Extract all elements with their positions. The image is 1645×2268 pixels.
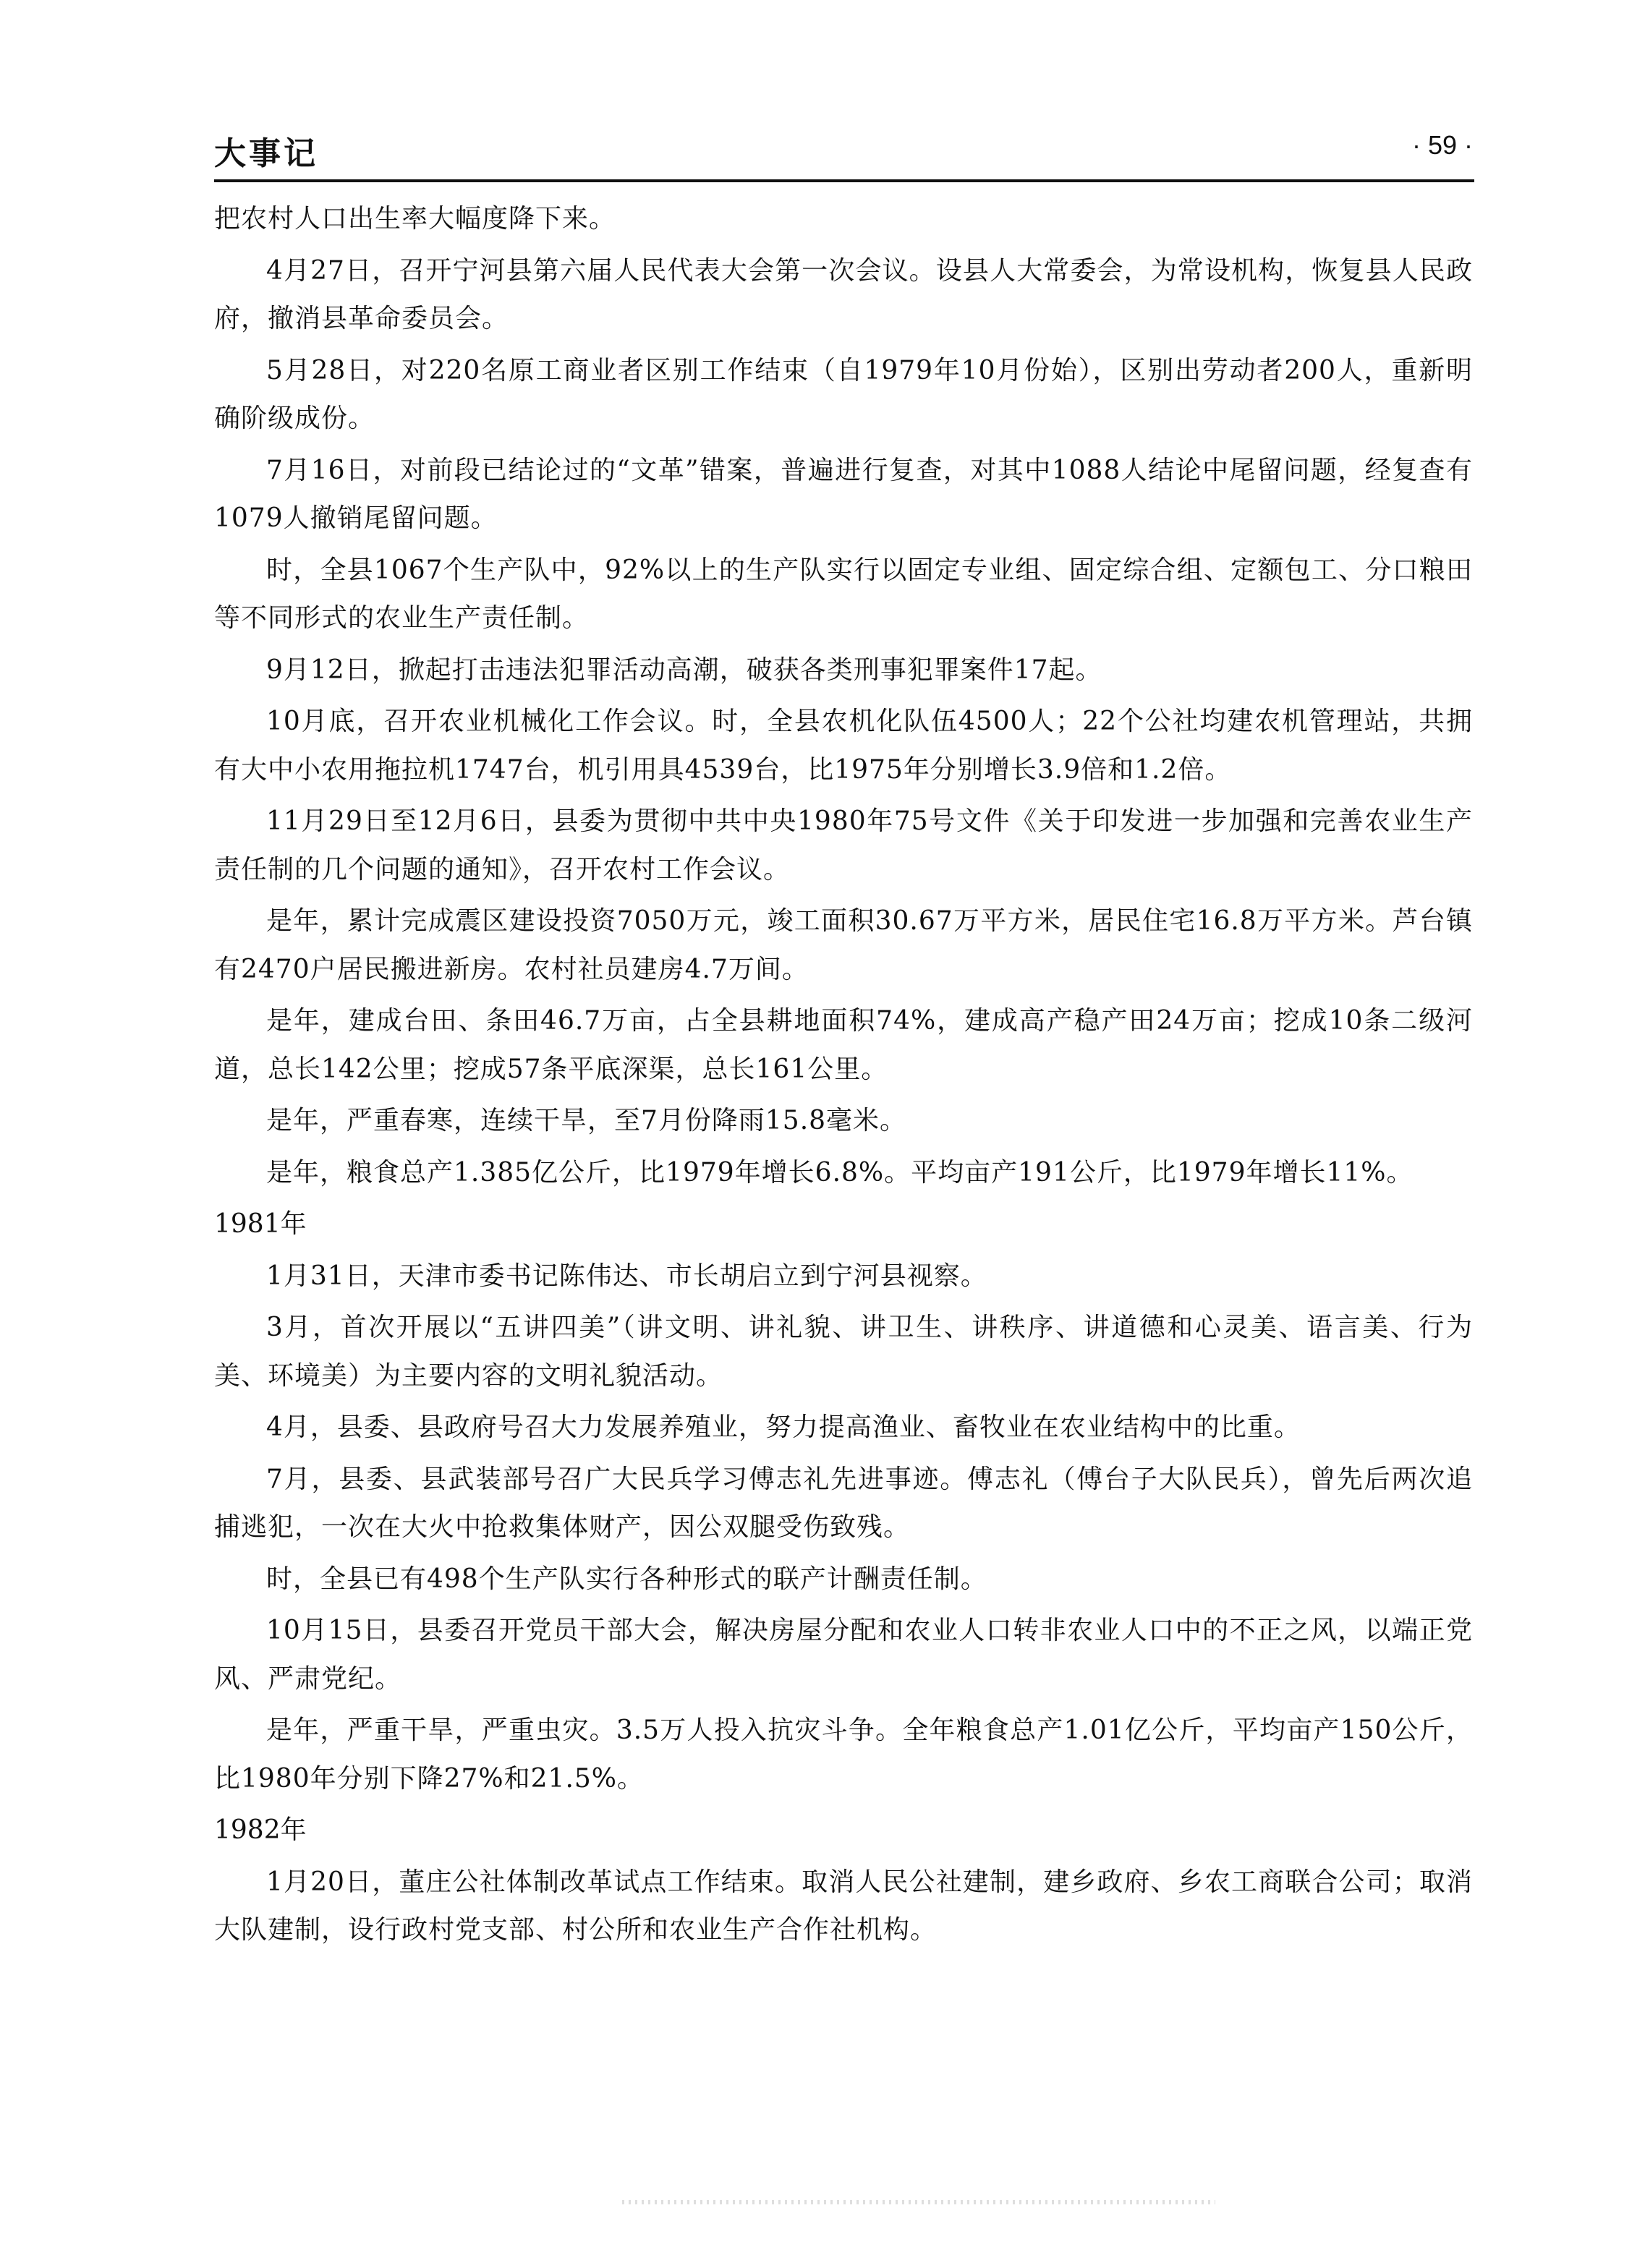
- page-header: [214, 127, 1473, 178]
- paragraph: 7月，县委、县武装部号召广大民兵学习傅志礼先进事迹。傅志礼（傅台子大队民兵），曾先后两次追捕逃犯，一次在大火中抢救集体财产，因公双腿受伤致残。: [214, 1464, 1473, 1542]
- paragraph: 11月29日至12月6日，县委为贯彻中共中央1980年75号文件《关于印发进一步加强和完善农业生产责任制的几个问题的通知》，召开农村工作会议。: [214, 806, 1473, 884]
- section-title: 大事记: [214, 135, 318, 172]
- paragraph: 是年，建成台田、条田46.7万亩，占全县耕地面积74%，建成高产稳产田24万亩；挖成10条二级河道，总长142公里；挖成57条平底深渠，总长161公里。: [214, 1006, 1473, 1084]
- page-number: · 59 ·: [1411, 130, 1473, 160]
- chronicle-body: [214, 195, 1473, 1958]
- paragraph: 10月15日，县委召开党员干部大会，解决房屋分配和农业人口转非农业人口中的不正之风，以端正党风、严肃党纪。: [214, 1616, 1473, 1694]
- paragraph: 1月20日，董庄公社体制改革试点工作结束。取消人民公社建制，建乡政府、乡农工商联合公司；取消大队建制，设行政村党支部、村公所和农业生产合作社机构。: [214, 1867, 1473, 1945]
- paragraph: 时，全县已有498个生产队实行各种形式的联产计酬责任制。: [266, 1564, 987, 1594]
- year-heading: 1981年: [214, 1209, 307, 1239]
- paragraph: 5月28日，对220名原工商业者区别工作结束（自1979年10月份始），区别出劳动者200人，重新明确阶级成份。: [214, 355, 1473, 433]
- paragraph: 10月底，召开农业机械化工作会议。时，全县农机化队伍4500人；22个公社均建农机管理站，共拥有大中小农用拖拉机1747台，机引用具4539台，比1975年分别增长3.9倍和1.2倍。: [214, 707, 1473, 785]
- scan-artifact-marks: [622, 2200, 1215, 2204]
- paragraph: 把农村人口出生率大幅度降下来。: [214, 204, 616, 234]
- year-heading: 1982年: [214, 1815, 307, 1845]
- paragraph: 时，全县1067个生产队中，92%以上的生产队实行以固定专业组、固定综合组、定额包工、分口粮田等不同形式的农业生产责任制。: [214, 555, 1473, 633]
- paragraph: 9月12日，掀起打击违法犯罪活动高潮，破获各类刑事犯罪案件17起。: [266, 655, 1102, 685]
- paragraph: 是年，严重干旱，严重虫灾。3.5万人投入抗灾斗争。全年粮食总产1.01亿公斤，平均亩产150公斤，比1980年分别下降27%和21.5%。: [214, 1715, 1473, 1794]
- paragraph: 1月31日，天津市委书记陈伟达、市长胡启立到宁河县视察。: [266, 1261, 987, 1291]
- header-divider: [214, 179, 1474, 182]
- paragraph: 是年，累计完成震区建设投资7050万元，竣工面积30.67万平方米，居民住宅16.8万平方米。芦台镇有2470户居民搬进新房。农村社员建房4.7万间。: [214, 906, 1473, 984]
- paragraph: 4月27日，召开宁河县第六届人民代表大会第一次会议。设县人大常委会，为常设机构，恢复县人民政府，撤消县革命委员会。: [214, 255, 1473, 333]
- paragraph: 3月，首次开展以“五讲四美”（讲文明、讲礼貌、讲卫生、讲秩序、讲道德和心灵美、语言美、行为美、环境美）为主要内容的文明礼貌活动。: [214, 1313, 1473, 1391]
- paragraph: 是年，粮食总产1.385亿公斤，比1979年增长6.8%。平均亩产191公斤，比1979年增长11%。: [266, 1157, 1414, 1188]
- paragraph: 4月，县委、县政府号召大力发展养殖业，努力提高渔业、畜牧业在农业结构中的比重。: [266, 1412, 1301, 1442]
- paragraph: 7月16日，对前段已结论过的“文革”错案，普遍进行复查，对其中1088人结论中尾留问题，经复查有1079人撤销尾留问题。: [214, 455, 1473, 533]
- paragraph: 是年，严重春寒，连续干旱，至7月份降雨15.8毫米。: [266, 1106, 907, 1135]
